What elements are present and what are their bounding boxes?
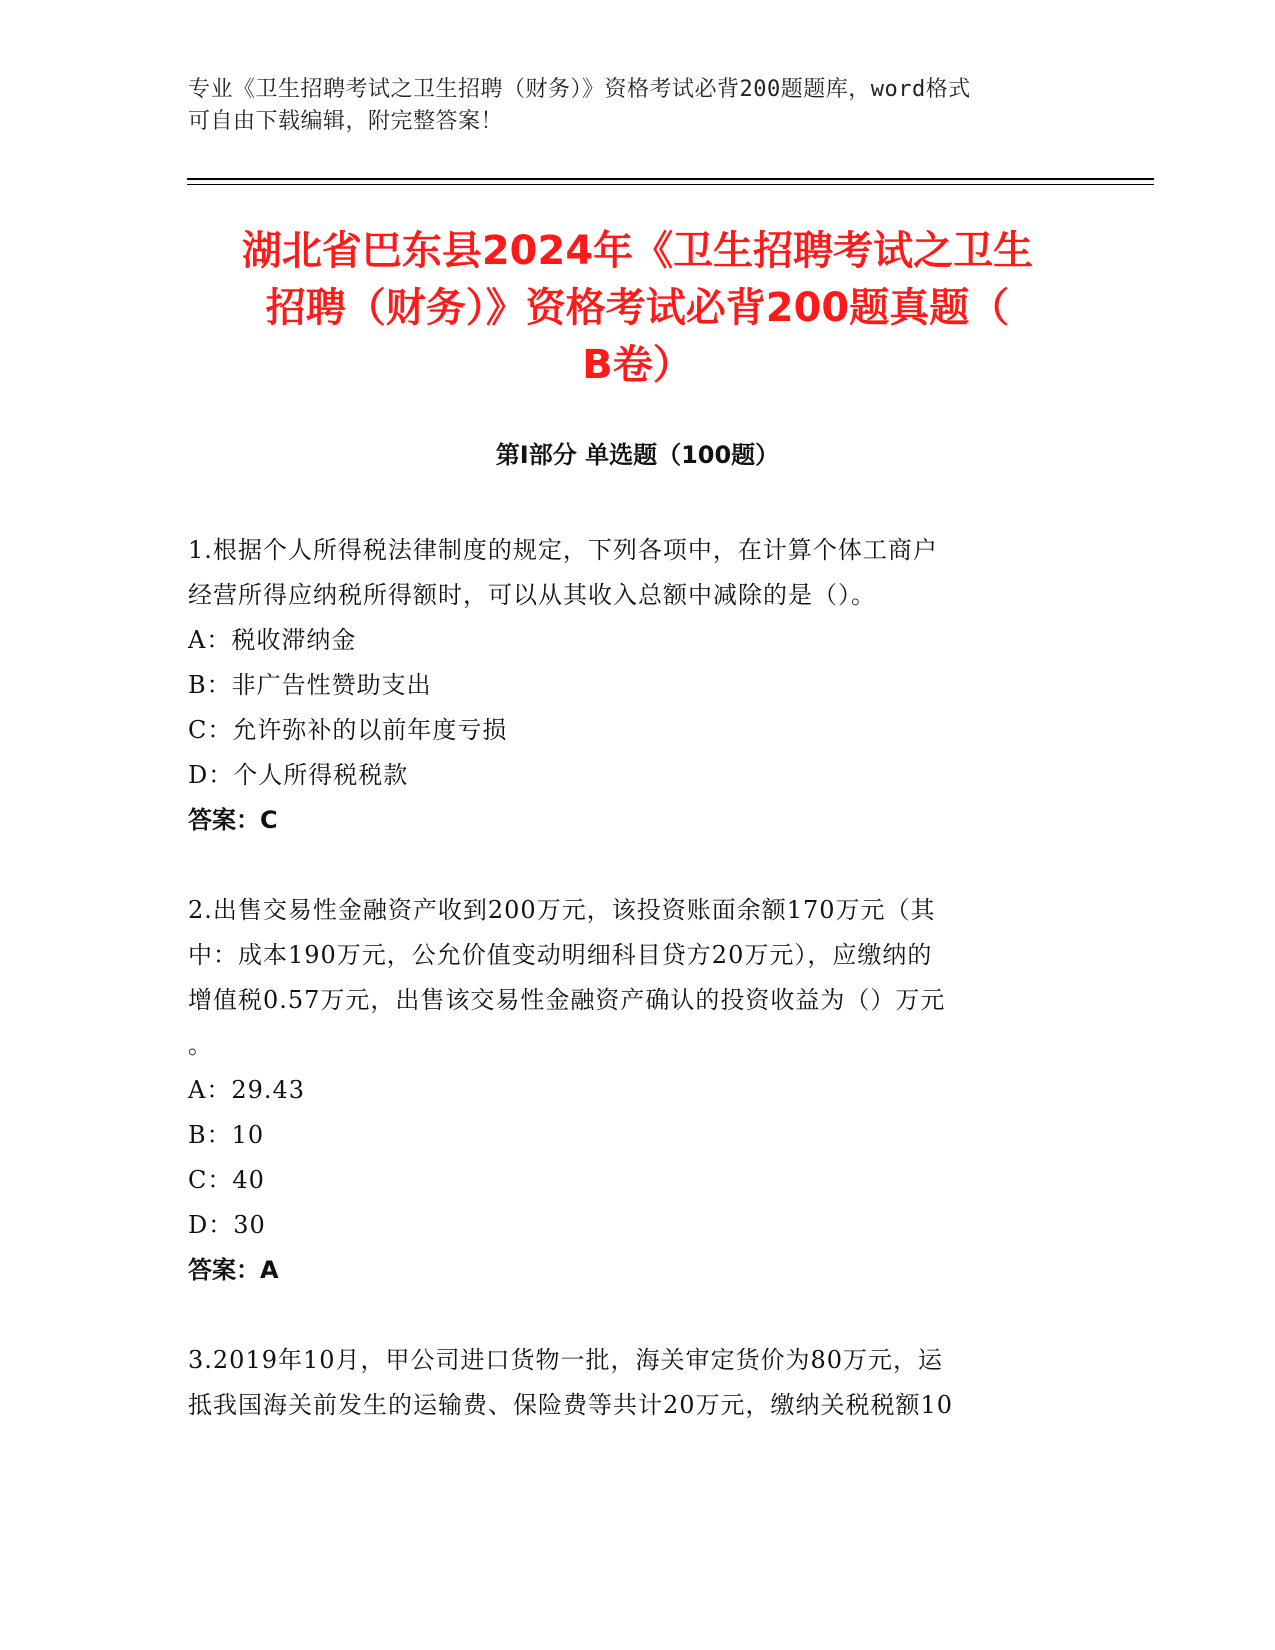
- answer: 答案：A: [188, 1256, 279, 1284]
- header-note-line: 可自由下载编辑，附完整答案！: [188, 109, 504, 134]
- header-divider: [187, 178, 1154, 180]
- header-note-line: 专业《卫生招聘考试之卫生招聘（财务）》资格考试必背200题题库，word格式: [188, 77, 971, 102]
- title-line: B卷）: [582, 342, 693, 388]
- question-list: [188, 528, 1088, 1473]
- question-line: 经营所得应纳税所得额时，可以从其收入总额中减除的是（）。: [188, 581, 876, 609]
- title-line: 湖北省巴东县2024年《卫生招聘考试之卫生: [241, 228, 1034, 274]
- question-line: 3.2019年10月，甲公司进口货物一批，海关审定货价为80万元，运: [188, 1346, 944, 1374]
- section-heading: 第I部分 单选题（100题）: [495, 441, 780, 469]
- question-line: 中：成本190万元，公允价值变动明细科目贷方20万元），应缴纳的: [188, 941, 933, 969]
- option-a: A：税收滞纳金: [188, 626, 357, 654]
- question-text: [188, 1338, 1088, 1428]
- header-divider-thin: [187, 184, 1154, 185]
- question-3: [188, 1338, 1088, 1428]
- answer: 答案：C: [188, 806, 278, 834]
- option-c: C：允许弥补的以前年度亏损: [188, 716, 508, 744]
- header-note: [188, 74, 1068, 138]
- option-c: C：40: [188, 1166, 265, 1194]
- question-line: 1.根据个人所得税法律制度的规定，下列各项中，在计算个体工商户: [188, 536, 938, 564]
- question-2: [188, 888, 1088, 1293]
- question-line: 抵我国海关前发生的运输费、保险费等共计20万元，缴纳关税税额10: [188, 1391, 954, 1419]
- question-line: 。: [188, 1031, 213, 1059]
- title-line: 招聘（财务）》资格考试必背200题真题（: [265, 285, 1010, 331]
- question-text: [188, 528, 1088, 618]
- question-line: 2.出售交易性金融资产收到200万元，该投资账面余额170万元（其: [188, 896, 936, 924]
- question-text: [188, 888, 1088, 1068]
- option-b: B：10: [188, 1121, 265, 1149]
- option-b: B：非广告性赞助支出: [188, 671, 432, 699]
- option-d: D：个人所得税税款: [188, 761, 409, 789]
- option-d: D：30: [188, 1211, 266, 1239]
- document-title: [140, 223, 1135, 394]
- option-a: A：29.43: [188, 1076, 306, 1104]
- question-line: 增值税0.57万元，出售该交易性金融资产确认的投资收益为（）万元: [188, 986, 946, 1014]
- question-1: [188, 528, 1088, 843]
